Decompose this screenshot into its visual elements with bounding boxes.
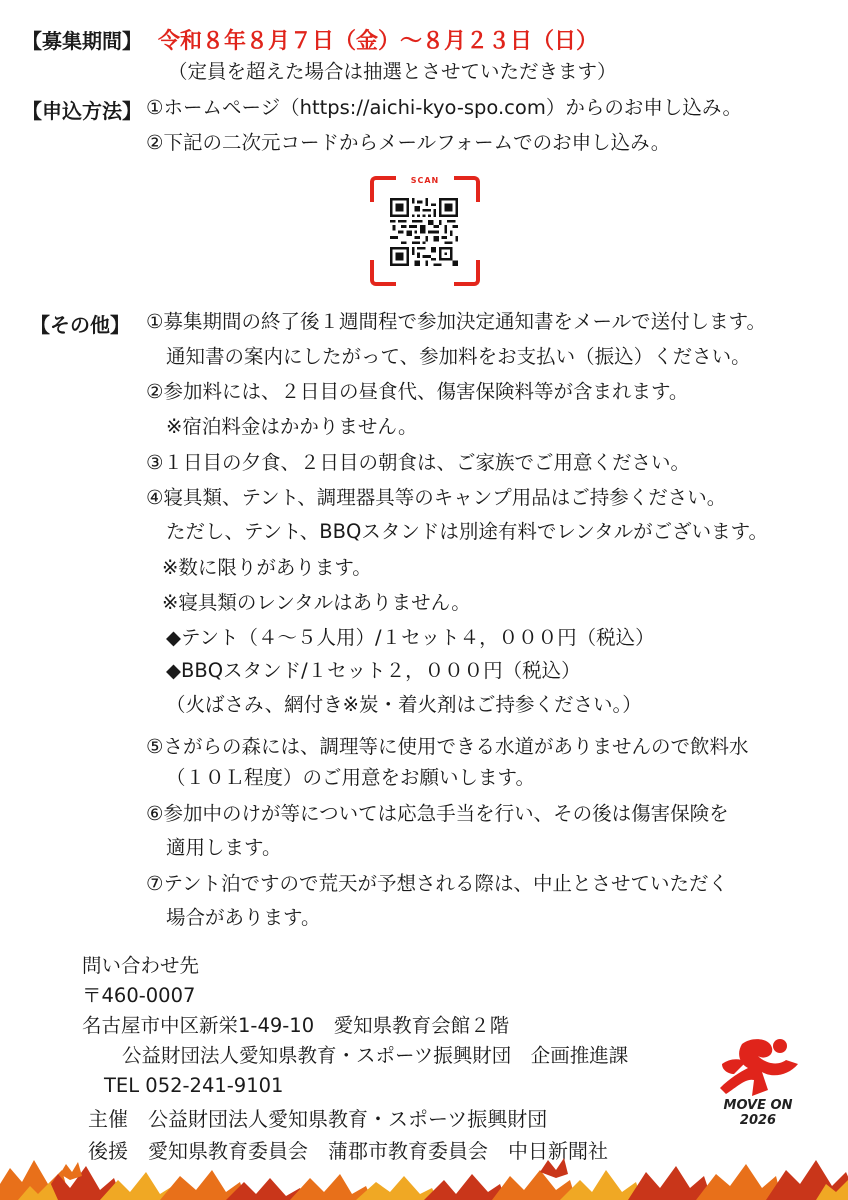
- note-line: 場合があります。: [166, 906, 321, 929]
- note-line: ⑦テント泊ですので荒天が予想される際は、中止とさせていただく: [146, 872, 729, 895]
- other-label: 【その他】: [30, 313, 130, 337]
- note-line: （火ばさみ、網付き※炭・着火剤はご持参ください。）: [166, 693, 642, 716]
- qr-code-icon[interactable]: [390, 198, 458, 266]
- contact-address: 名古屋市中区新栄1-49-10 愛知県教育会館２階: [82, 1014, 510, 1037]
- note-line: 通知書の案内にしたがって、参加料をお支払い（振込）ください。: [166, 345, 751, 368]
- note-line: ※寝具類のレンタルはありません。: [162, 591, 471, 614]
- application-label: 【申込方法】: [22, 99, 142, 123]
- maple-leaves: [0, 1158, 848, 1200]
- note-line: ③１日目の夕食、２日目の朝食は、ご家族でご用意ください。: [146, 451, 690, 474]
- contact-title: 問い合わせ先: [82, 954, 200, 977]
- note-line: ①募集期間の終了後１週間程で参加決定通知書をメールで送付します。: [146, 310, 767, 333]
- application-web-line[interactable]: ①ホームページ（https://aichi-kyo-spo.com）からのお申し込み。: [146, 96, 742, 119]
- contact-org: 公益財団法人愛知県教育・スポーツ振興財団 企画推進課: [122, 1044, 629, 1067]
- contact-tel[interactable]: TEL 052-241-9101: [104, 1074, 284, 1097]
- note-line: ④寝具類、テント、調理器具等のキャンプ用品はご持参ください。: [146, 486, 727, 509]
- move-on-logo: [712, 1034, 804, 1130]
- application-qr-line: ②下記の二次元コードからメールフォームでのお申し込み。: [146, 131, 671, 154]
- note-line: ※数に限りがあります。: [162, 556, 372, 579]
- rental-item: ◆BBQスタンド/１セット２，０００円（税込）: [166, 659, 581, 682]
- note-line: 適用します。: [166, 836, 282, 859]
- recruitment-dates: 令和８年８月７日（金）〜８月２３日（日）: [158, 29, 599, 54]
- running-figure-icon: [712, 1034, 804, 1102]
- recruitment-label: 【募集期間】: [22, 29, 142, 53]
- sponsor-host: 主催 公益財団法人愛知県教育・スポーツ振興財団: [88, 1107, 548, 1131]
- logo-line-2: 2026: [739, 1113, 777, 1128]
- rental-item: ◆テント（４〜５人用）/１セット４，０００円（税込）: [166, 626, 655, 649]
- autumn-leaves-decoration: [0, 1130, 848, 1200]
- logo-line-1: MOVE ON: [723, 1098, 793, 1113]
- note-line: ②参加料には、２日目の昼食代、傷害保険料等が含まれます。: [146, 380, 689, 403]
- note-line: ⑤さがらの森には、調理等に使用できる水道がありませんので飲料水: [146, 735, 749, 758]
- note-line: ※宿泊料金はかかりません。: [166, 415, 418, 438]
- sponsor-support: 後援 愛知県教育委員会 蒲郡市教育委員会 中日新聞社: [88, 1139, 608, 1163]
- recruitment-note: （定員を超えた場合は抽選とさせていただきます）: [168, 60, 617, 83]
- qr-code-frame[interactable]: [370, 176, 480, 286]
- note-line: ただし、テント、BBQスタンドは別途有料でレンタルがございます。: [166, 520, 769, 543]
- note-line: （１０Ｌ程度）のご用意をお願いします。: [166, 766, 535, 789]
- scan-label: SCAN: [410, 176, 440, 185]
- note-line: ⑥参加中のけが等については応急手当を行い、その後は傷害保険を: [146, 802, 729, 825]
- contact-postal: 〒460-0007: [82, 984, 196, 1007]
